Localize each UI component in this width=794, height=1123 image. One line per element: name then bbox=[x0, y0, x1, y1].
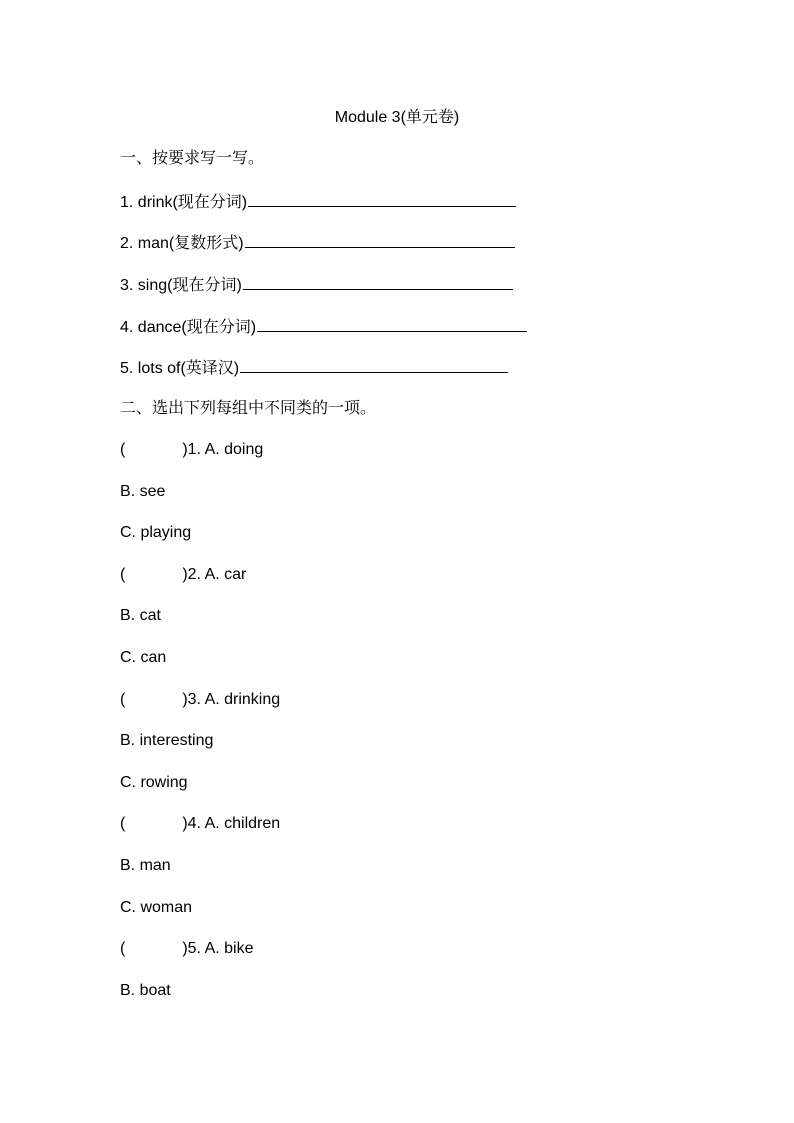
open-paren: ( bbox=[120, 815, 126, 832]
open-paren: ( bbox=[120, 566, 126, 583]
question-stem-text: )5. A. bike bbox=[182, 940, 254, 957]
exercise-item-text: 5. lots of(英译汉) bbox=[120, 360, 240, 377]
question-5-stem bbox=[120, 938, 253, 960]
answer-blank[interactable] bbox=[240, 356, 508, 373]
question-stem-text: )4. A. children bbox=[182, 815, 281, 832]
exercise-item-2 bbox=[120, 231, 515, 255]
exercise-item-1 bbox=[120, 190, 516, 214]
exercise-item-text: 4. dance(现在分词) bbox=[120, 319, 257, 336]
section-1-heading: 一、按要求写一写。 bbox=[120, 150, 265, 167]
section-2-heading: 二、选出下列每组中不同类的一项。 bbox=[120, 400, 377, 417]
question-1-option-c: C. playing bbox=[120, 524, 192, 541]
exercise-item-text: 3. sing(现在分词) bbox=[120, 277, 242, 294]
question-4-option-c: C. woman bbox=[120, 899, 193, 916]
question-4-option-b: B. man bbox=[120, 857, 171, 874]
question-3-option-c: C. rowing bbox=[120, 774, 188, 791]
exercise-item-5 bbox=[120, 356, 508, 380]
answer-blank[interactable] bbox=[248, 190, 516, 207]
question-stem-text: )1. A. doing bbox=[182, 441, 264, 458]
answer-blank[interactable] bbox=[257, 315, 527, 332]
question-4-stem bbox=[120, 813, 280, 835]
exercise-item-4 bbox=[120, 315, 527, 339]
page-title: Module 3(单元卷) bbox=[334, 109, 460, 126]
exercise-item-text: 1. drink(现在分词) bbox=[120, 194, 248, 211]
open-paren: ( bbox=[120, 940, 126, 957]
question-1-stem bbox=[120, 439, 263, 461]
answer-blank[interactable] bbox=[245, 231, 515, 248]
open-paren: ( bbox=[120, 441, 126, 458]
question-3-option-b: B. interesting bbox=[120, 732, 214, 749]
question-2-option-b: B. cat bbox=[120, 607, 161, 624]
exercise-item-text: 2. man(复数形式) bbox=[120, 235, 244, 252]
question-stem-text: )3. A. drinking bbox=[182, 691, 281, 708]
question-2-stem bbox=[120, 564, 246, 586]
question-stem-text: )2. A. car bbox=[182, 566, 247, 583]
exercise-item-3 bbox=[120, 273, 513, 297]
question-1-option-b: B. see bbox=[120, 483, 166, 500]
answer-blank[interactable] bbox=[243, 273, 513, 290]
question-5-option-b: B. boat bbox=[120, 982, 171, 999]
open-paren: ( bbox=[120, 691, 126, 708]
question-3-stem bbox=[120, 689, 280, 711]
question-2-option-c: C. can bbox=[120, 649, 167, 666]
